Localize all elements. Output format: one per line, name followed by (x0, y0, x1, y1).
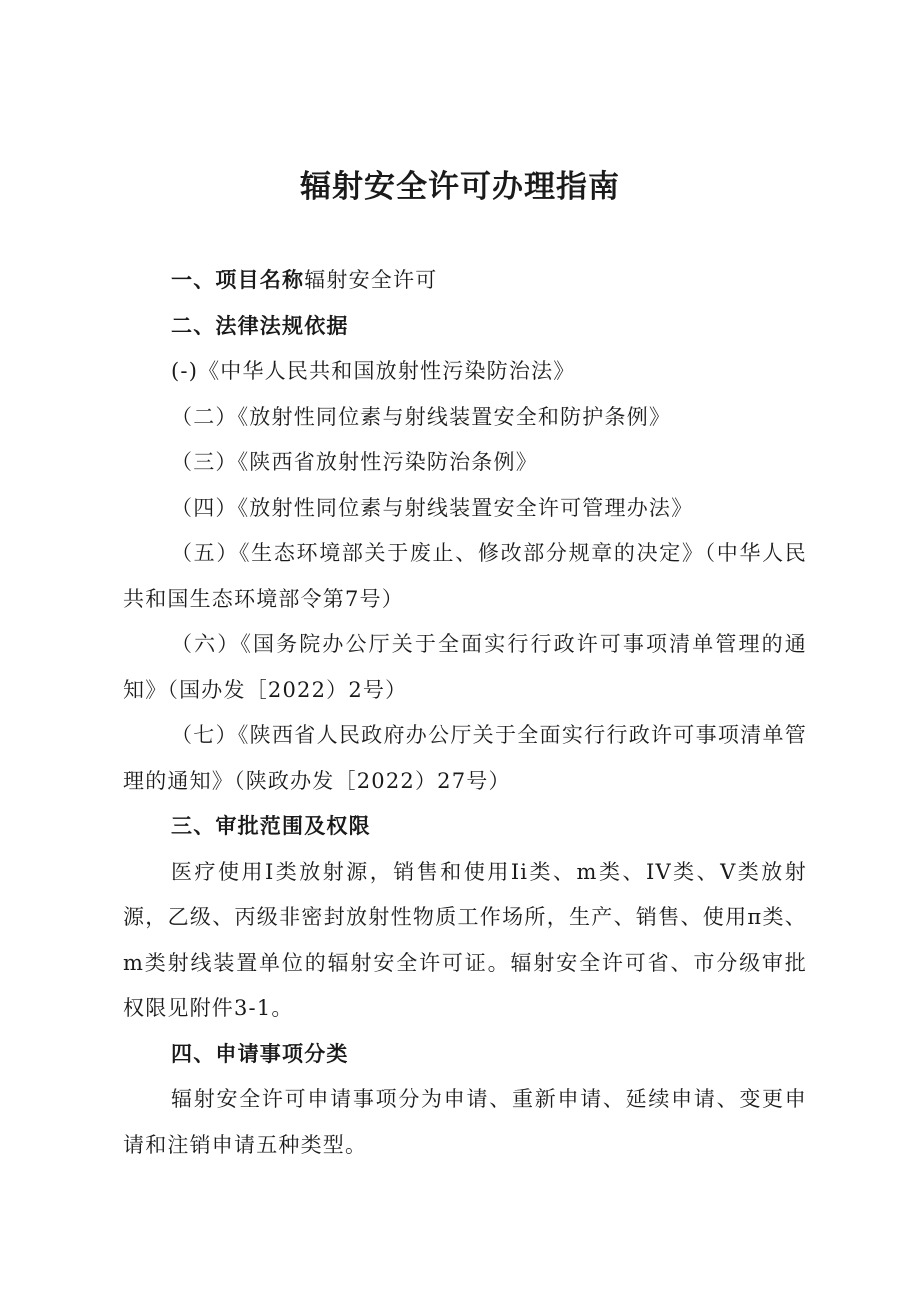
project-name-value: 辐射安全许可 (304, 268, 438, 292)
law-item: (-)《中华人民共和国放射性污染防治法》 (171, 359, 576, 383)
law-item: （七）《陕西省人民政府办公厅关于全面实行行政许可事项清单管理的通知》（陕政办发［2022）27号） (123, 723, 807, 793)
category-paragraph: 辐射安全许可申请事项分为申请、重新申请、延续申请、变更申请和注销申请五种类型。 (123, 1087, 807, 1157)
section-heading: 一、项目名称 (171, 268, 305, 292)
section-heading: 三、审批范围及权限 (171, 814, 371, 838)
section-heading: 二、法律法规依据 (171, 313, 349, 338)
law-item: （二）《放射性同位素与射线装置安全和防护条例》 (171, 404, 672, 429)
document-title: 辐射安全许可办理指南 (300, 169, 620, 205)
law-item: （四）《放射性同位素与射线装置安全许可管理办法》 (171, 495, 694, 520)
section-heading: 四、申请事项分类 (171, 1041, 349, 1066)
section-project-name (123, 258, 807, 304)
document-body (123, 258, 807, 1168)
scope-paragraph: 医疗使用I类放射源，销售和使用Ii类、m类、IV类、V类放射源，乙级、丙级非密封放射性物质工作场所，生产、销售、使用π类、m类射线装置单位的辐射安全许可证。辐射安全许可省、市分级审批权限见附件3-1。 (123, 859, 807, 1020)
law-item: （三）《陕西省放射性污染防治条例》 (171, 450, 538, 474)
law-item: （五）《生态环境部关于废止、修改部分规章的决定》（中华人民共和国生态环境部令第7号） (123, 541, 807, 611)
law-item: （六）《国务院办公厅关于全面实行行政许可事项清单管理的通知》（国办发［2022）2号） (123, 632, 807, 702)
